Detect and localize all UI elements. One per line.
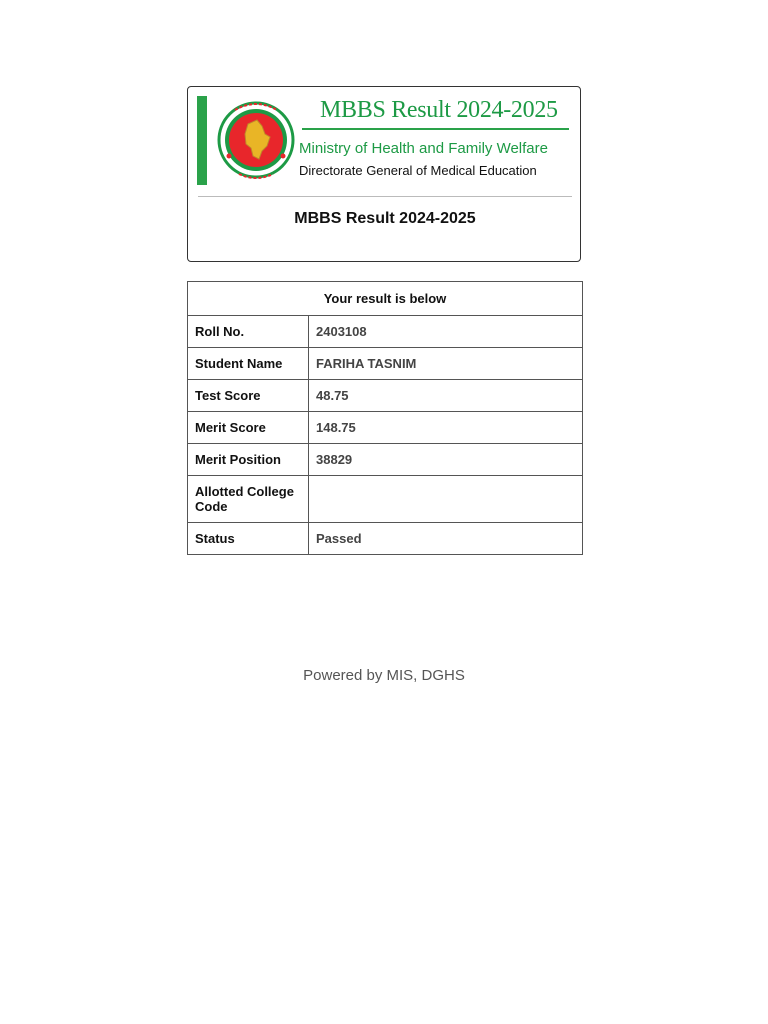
- table-row: [188, 444, 583, 476]
- result-caption: Your result is below: [188, 282, 583, 316]
- row-label-student-name: Student Name: [188, 348, 309, 380]
- row-label-allotted-college-code: Allotted College Code: [188, 476, 309, 523]
- government-emblem-icon: [215, 96, 297, 185]
- status-value: Passed: [309, 523, 583, 555]
- header-card: [187, 86, 581, 262]
- merit-position-value: 38829: [309, 444, 583, 476]
- merit-score-value: 148.75: [309, 412, 583, 444]
- accent-bar: [197, 96, 207, 185]
- table-row: [188, 476, 583, 523]
- banner-rule: [302, 128, 569, 130]
- table-row: [188, 316, 583, 348]
- row-label-roll-no: Roll No.: [188, 316, 309, 348]
- table-row: [188, 523, 583, 555]
- banner-title: MBBS Result 2024-2025: [320, 97, 558, 123]
- footer-powered-by: Powered by MIS, DGHS: [303, 667, 465, 684]
- row-label-merit-position: Merit Position: [188, 444, 309, 476]
- test-score-value: 48.75: [309, 380, 583, 412]
- directorate-name: Directorate General of Medical Education: [299, 163, 537, 178]
- page-title: MBBS Result 2024-2025: [294, 210, 476, 227]
- row-label-merit-score: Merit Score: [188, 412, 309, 444]
- allotted-college-code-value: [309, 476, 583, 523]
- roll-no-value: 2403108: [309, 316, 583, 348]
- result-caption-row: [188, 282, 583, 316]
- table-row: [188, 412, 583, 444]
- result-table: [187, 281, 583, 555]
- row-label-status: Status: [188, 523, 309, 555]
- row-label-test-score: Test Score: [188, 380, 309, 412]
- header-divider: [198, 196, 572, 197]
- table-row: [188, 380, 583, 412]
- student-name-value: FARIHA TASNIM: [309, 348, 583, 380]
- ministry-name: Ministry of Health and Family Welfare: [299, 140, 548, 157]
- table-row: [188, 348, 583, 380]
